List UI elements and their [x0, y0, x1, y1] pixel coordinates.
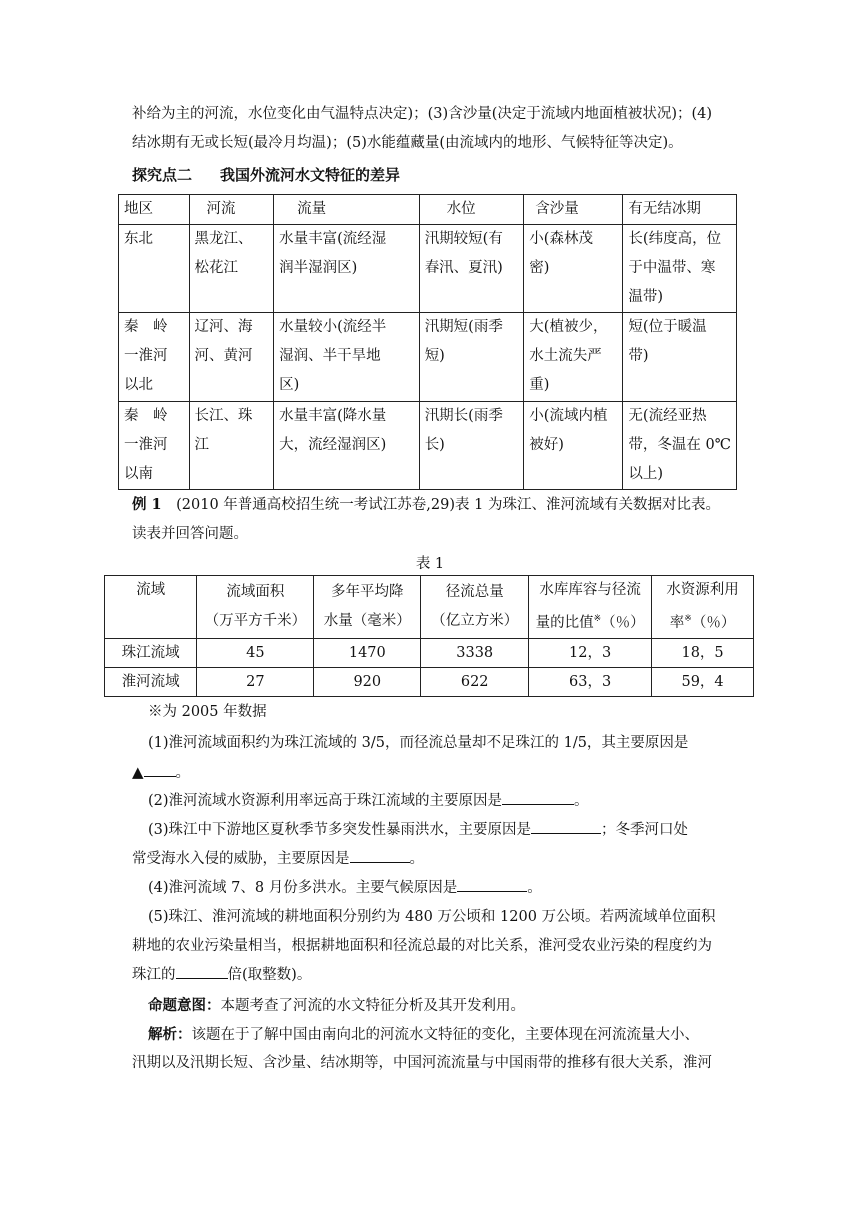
basin-cell: 珠江流域	[105, 638, 197, 667]
section-heading	[132, 164, 400, 185]
value-cell: 63，3	[529, 667, 652, 696]
answer-blank[interactable]	[502, 790, 574, 805]
header-cell: 径流总量 （亿立方米）	[421, 576, 529, 639]
rivers-cell: 辽河、海 河、黄河	[189, 313, 274, 402]
region-cell: 东北	[119, 225, 190, 313]
header-cell: 地区	[119, 195, 190, 225]
flow-cell: 水量较小(流经半 湿润、半干旱地 区)	[274, 313, 420, 402]
value-cell: 12，3	[529, 638, 652, 667]
table-row	[119, 313, 737, 402]
answer-blank[interactable]	[457, 877, 527, 892]
answer-blank[interactable]	[350, 848, 410, 863]
sediment-cell: 小(森林茂 密)	[524, 225, 623, 313]
level-cell: 汛期长(雨季 长)	[419, 402, 524, 490]
answer-blank[interactable]	[144, 762, 176, 777]
hydrology-comparison-table	[118, 194, 737, 490]
header-cell: 水位	[419, 195, 524, 225]
value-cell: 59，4	[652, 667, 754, 696]
flow-cell: 水量丰富(流经湿 润半湿润区)	[274, 225, 420, 313]
triangle-marker-icon: ▲	[132, 763, 144, 781]
question-2: (2)淮河流域水资源利用率远高于珠江流域的主要原因是 。	[148, 787, 589, 816]
example-paragraph	[132, 490, 742, 549]
section-title: 我国外流河水文特征的差异	[220, 166, 401, 184]
question-3-line-1: (3)珠江中下游地区夏秋季节多突发性暴雨洪水，主要原因是 ；冬季河口处	[148, 816, 688, 845]
analysis-line-1: 解析：该题在于了解中国由南向北的河流水文特征的变化，主要体现在河流流量大小、	[148, 1026, 699, 1043]
answer-blank[interactable]	[531, 819, 601, 834]
rivers-cell: 黑龙江、 松花江	[189, 225, 274, 313]
value-cell: 1470	[314, 638, 421, 667]
example-line-1: (2010 年普通高校招生统一考试江苏卷,29)表 1 为珠江、淮河流域有关数据对比表。	[176, 497, 720, 513]
level-cell: 汛期较短(有 春汛、夏汛)	[419, 225, 524, 313]
question-5-line-2: 耕地的农业污染量相当，根据耕地面积和径流总最的对比关系，淮河受农业污染的程度约为	[132, 938, 712, 954]
value-cell: 45	[197, 638, 314, 667]
table-caption: 表 1	[415, 556, 445, 572]
question-3-line-2: 常受海水入侵的威胁，主要原因是 。	[132, 845, 742, 874]
intent-label: 命题意图：	[148, 997, 221, 1014]
value-cell: 27	[197, 667, 314, 696]
example-label: 例 1	[132, 496, 162, 513]
value-cell: 622	[421, 667, 529, 696]
header-cell: 流量	[274, 195, 420, 225]
table-header-row	[119, 195, 737, 225]
question-1-line-1: (1)淮河流域面积约为珠江流域的 3/5，而径流总量却不足珠江的 1/5，其主要原因是	[148, 735, 689, 751]
intro-paragraph	[132, 100, 742, 158]
header-cell: 有无结冰期	[623, 195, 737, 225]
value-cell: 18，5	[652, 638, 754, 667]
table-row	[119, 225, 737, 313]
region-cell: 秦 岭 一淮河 以北	[119, 313, 190, 402]
sediment-cell: 大(植被少， 水土流失严 重)	[524, 313, 623, 402]
table-row	[119, 402, 737, 490]
header-cell: 流域面积 （万平方千米）	[197, 576, 314, 639]
header-cell: 河流	[189, 195, 274, 225]
river-basin-data-table	[104, 575, 754, 697]
value-cell: 920	[314, 667, 421, 696]
ice-cell: 长(纬度高，位 于中温带、寒 温带)	[623, 225, 737, 313]
intent-text: 本题考查了河流的水文特征分析及其开发利用。	[220, 998, 525, 1014]
question-4: (4)淮河流域 7、8 月份多洪水。主要气候原因是 。	[148, 874, 542, 903]
ice-cell: 无(流经亚热 带，冬温在 0℃ 以上)	[623, 402, 737, 490]
header-cell: 多年平均降 水量（毫米）	[314, 576, 421, 639]
ice-cell: 短(位于暖温 带)	[623, 313, 737, 402]
basin-cell: 淮河流域	[105, 667, 197, 696]
question-5-line-1: (5)珠江、淮河流域的耕地面积分别约为 480 万公顷和 1200 万公顷。若两流域单位面积	[148, 909, 716, 925]
answer-blank[interactable]	[176, 964, 228, 979]
table-header-row	[105, 576, 754, 639]
example-line-2: 读表并回答问题。	[132, 526, 248, 542]
sediment-cell: 小(流域内植 被好)	[524, 402, 623, 490]
level-cell: 汛期短(雨季 短)	[419, 313, 524, 402]
table-row	[105, 667, 754, 696]
analysis-label: 解析：	[148, 1026, 192, 1043]
analysis-line-2: 汛期以及汛期长短、含沙量、结冰期等，中国河流流量与中国雨带的推移有很大关系，淮河	[132, 1055, 712, 1071]
intro-line-2: 结冰期有无或长短(最冷月均温)；(5)水能蕴藏量(由流域内的地形、气候特征等决定)。	[132, 135, 683, 151]
question-5-line-3: 珠江的 倍(取整数)。	[132, 961, 742, 990]
table-note: ※为 2005 年数据	[148, 704, 267, 720]
table-row	[105, 638, 754, 667]
value-cell: 3338	[421, 638, 529, 667]
header-cell: 含沙量	[524, 195, 623, 225]
header-cell: 水库库容与径流 量的比值※（％）	[529, 576, 652, 639]
header-cell: 流域	[105, 576, 197, 639]
rivers-cell: 长江、珠 江	[189, 402, 274, 490]
intro-line-1: 补给为主的河流，水位变化由气温特点决定)；(3)含沙量(决定于流域内地面植被状况)；(4)	[132, 106, 713, 122]
header-cell: 水资源利用 率※（％）	[652, 576, 754, 639]
region-cell: 秦 岭 一淮河 以南	[119, 402, 190, 490]
question-1-line-2: ▲ 。	[132, 763, 191, 781]
flow-cell: 水量丰富(降水量 大，流经湿润区)	[274, 402, 420, 490]
question-intent	[148, 991, 525, 1021]
section-label: 探究点二	[132, 166, 193, 184]
